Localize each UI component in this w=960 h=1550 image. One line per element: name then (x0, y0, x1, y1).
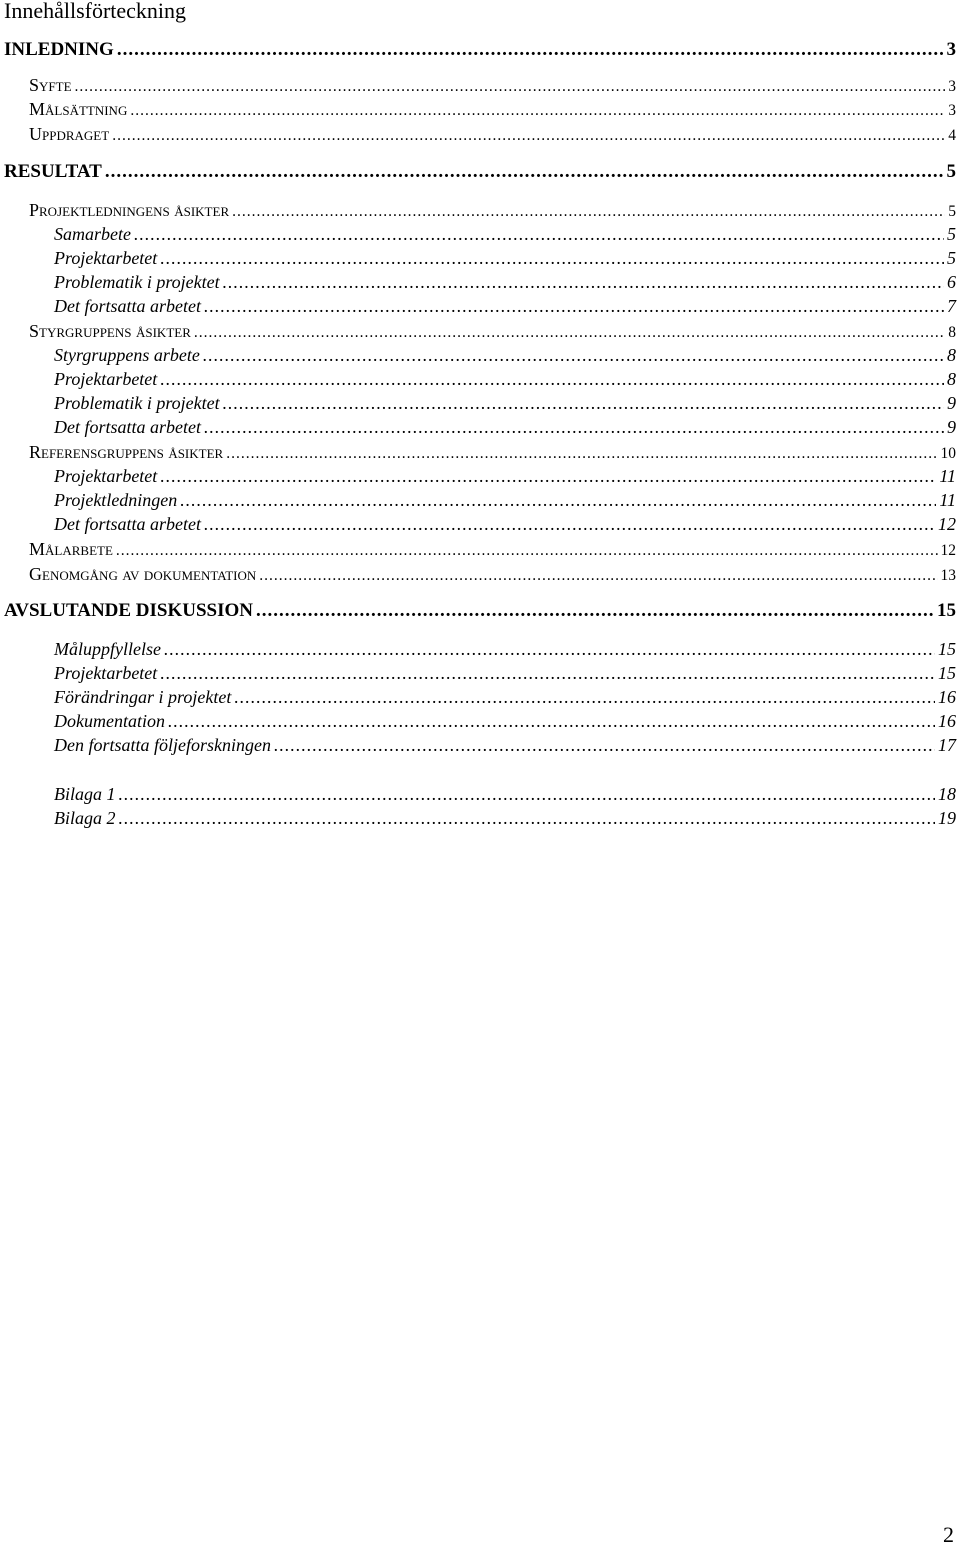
toc-entry-label: Det fortsatta arbetet (54, 417, 201, 437)
toc-entry-page: 8 (947, 345, 956, 365)
dot-leader (164, 637, 935, 661)
toc-entry-styrgruppens-arbete[interactable] (54, 343, 956, 367)
dot-leader (203, 343, 944, 367)
toc-entry-label: Problematik i projektet (54, 272, 220, 292)
dot-leader (274, 733, 935, 757)
toc-entry-page: 5 (947, 224, 956, 244)
toc-entry-page: 12 (940, 542, 956, 559)
toc-entry-page: 7 (947, 296, 956, 316)
toc-entry-foljeforskningen[interactable] (54, 733, 956, 757)
toc-entry-forandringar[interactable] (54, 685, 956, 709)
toc-entry-label: Uppdraget (29, 124, 110, 144)
toc-entry-page: 3 (948, 78, 956, 95)
toc-entry-projektledningen[interactable] (54, 488, 956, 512)
toc-entry-label: Förändringar i projektet (54, 687, 232, 707)
toc-entry-resultat[interactable] (4, 160, 956, 184)
toc-entry-page: 3 (946, 39, 956, 60)
toc-entry-uppdraget[interactable] (29, 122, 956, 146)
toc-entry-label: Projektarbetet (54, 663, 158, 683)
dot-leader (130, 99, 945, 123)
dot-leader (194, 321, 945, 345)
toc-entry-malarbete[interactable] (29, 537, 956, 561)
toc-entry-projektarbetet[interactable] (54, 367, 956, 391)
toc-entry-page: 16 (938, 687, 956, 707)
toc-entry-label: Projektarbetet (54, 248, 158, 268)
toc-entry-projektarbetet[interactable] (54, 661, 956, 685)
toc-entry-projektledningens-asikter[interactable] (29, 198, 956, 222)
toc-entry-label: RESULTAT (4, 161, 102, 182)
toc-title: Innehållsförteckning (4, 0, 187, 23)
toc-entry-label: INLEDNING (4, 39, 114, 60)
toc-entry-page: 3 (948, 102, 956, 119)
dot-leader (256, 599, 934, 623)
dot-leader (160, 246, 944, 270)
dot-leader (116, 539, 938, 563)
toc-entry-problematik[interactable] (54, 270, 956, 294)
toc-entry-page: 9 (947, 393, 956, 413)
dot-leader (160, 464, 936, 488)
toc-entry-label: Syfte (29, 75, 72, 95)
toc-entry-label: AVSLUTANDE DISKUSSION (4, 600, 254, 621)
toc-entry-label: Det fortsatta arbetet (54, 296, 201, 316)
toc-entry-maluppfyllelse[interactable] (54, 637, 956, 661)
toc-entry-label: Styrgruppens åsikter (29, 321, 191, 341)
dot-leader (119, 782, 936, 806)
toc-entry-label: Målarbete (29, 539, 113, 559)
toc-entry-page: 10 (940, 445, 956, 462)
toc-entry-page: 19 (938, 808, 956, 828)
toc-entry-referensgruppens-asikter[interactable] (29, 440, 956, 464)
toc-entry-page: 4 (948, 127, 956, 144)
toc-entry-page: 11 (939, 466, 956, 486)
dot-leader (160, 367, 944, 391)
toc-entry-label: Styrgruppens arbete (54, 345, 200, 365)
dot-leader (112, 124, 945, 148)
page-number: 2 (943, 1522, 954, 1547)
toc-entry-styrgruppens-asikter[interactable] (29, 319, 956, 343)
dot-leader (105, 160, 944, 184)
dot-leader (117, 38, 944, 62)
toc-entry-page: 5 (947, 248, 956, 268)
toc-entry-page: 16 (938, 711, 956, 731)
dot-leader (204, 415, 944, 439)
toc-entry-label: Bilaga 1 (54, 784, 116, 804)
toc-entry-det-fortsatta-arbetet[interactable] (54, 294, 956, 318)
toc-entry-page: 5 (946, 161, 956, 182)
toc-entry-label: Måluppfyllelse (54, 639, 161, 659)
toc-entry-genomgang-av-dokumentation[interactable] (29, 562, 956, 586)
toc-entry-page: 15 (938, 639, 956, 659)
dot-leader (160, 661, 935, 685)
toc-entry-dokumentation[interactable] (54, 709, 956, 733)
toc-entry-label: Målsättning (29, 99, 128, 119)
dot-leader (223, 391, 944, 415)
dot-leader (223, 270, 944, 294)
toc-entry-bilaga-1[interactable] (54, 782, 956, 806)
toc-entry-projektarbetet[interactable] (54, 464, 956, 488)
toc-entry-label: Projektledningen (54, 490, 178, 510)
toc-entry-page: 11 (939, 490, 956, 510)
toc-entry-inledning[interactable] (4, 38, 956, 62)
toc-entry-avslutande-diskussion[interactable] (4, 599, 956, 623)
toc-entry-det-fortsatta-arbetet[interactable] (54, 512, 956, 536)
dot-leader (119, 806, 936, 830)
toc-entry-label: Bilaga 2 (54, 808, 116, 828)
dot-leader (204, 512, 935, 536)
toc-entry-page: 12 (938, 514, 956, 534)
dot-leader (180, 488, 936, 512)
toc-entry-page: 17 (938, 735, 956, 755)
dot-leader (134, 222, 944, 246)
toc-entry-page: 18 (938, 784, 956, 804)
toc-entry-label: Den fortsatta följeforskningen (54, 735, 271, 755)
toc-entry-label: Samarbete (54, 224, 131, 244)
toc-entry-malsattning[interactable] (29, 97, 956, 121)
dot-leader (226, 442, 937, 466)
toc-entry-page: 9 (947, 417, 956, 437)
toc-entry-label: Projektledningens åsikter (29, 200, 230, 220)
toc-entry-label: Projektarbetet (54, 466, 158, 486)
toc-entry-label: Problematik i projektet (54, 393, 220, 413)
toc-entry-label: Det fortsatta arbetet (54, 514, 201, 534)
toc-entry-page: 13 (940, 567, 956, 584)
toc-entry-page: 15 (938, 663, 956, 683)
toc-entry-page: 8 (948, 324, 956, 341)
toc-entry-det-fortsatta-arbetet[interactable] (54, 415, 956, 439)
toc-entry-projektarbetet[interactable] (54, 246, 956, 270)
dot-leader (259, 564, 937, 588)
toc-entry-label: Projektarbetet (54, 369, 158, 389)
toc-entry-label: Referensgruppens åsikter (29, 442, 224, 462)
dot-leader (234, 685, 935, 709)
toc-entry-page: 8 (947, 369, 956, 389)
dot-leader (204, 294, 944, 318)
toc-entry-page: 15 (937, 600, 956, 621)
toc-entry-samarbete[interactable] (54, 222, 956, 246)
toc-entry-page: 6 (947, 272, 956, 292)
toc-entry-label: Genomgång av dokumentation (29, 564, 257, 584)
toc-entry-bilaga-2[interactable] (54, 806, 956, 830)
dot-leader (75, 75, 946, 99)
toc-entry-problematik[interactable] (54, 391, 956, 415)
toc-entry-page: 5 (948, 203, 956, 220)
dot-leader (168, 709, 935, 733)
toc-entry-syfte[interactable] (29, 73, 956, 97)
toc-entry-label: Dokumentation (54, 711, 165, 731)
dot-leader (232, 200, 945, 224)
